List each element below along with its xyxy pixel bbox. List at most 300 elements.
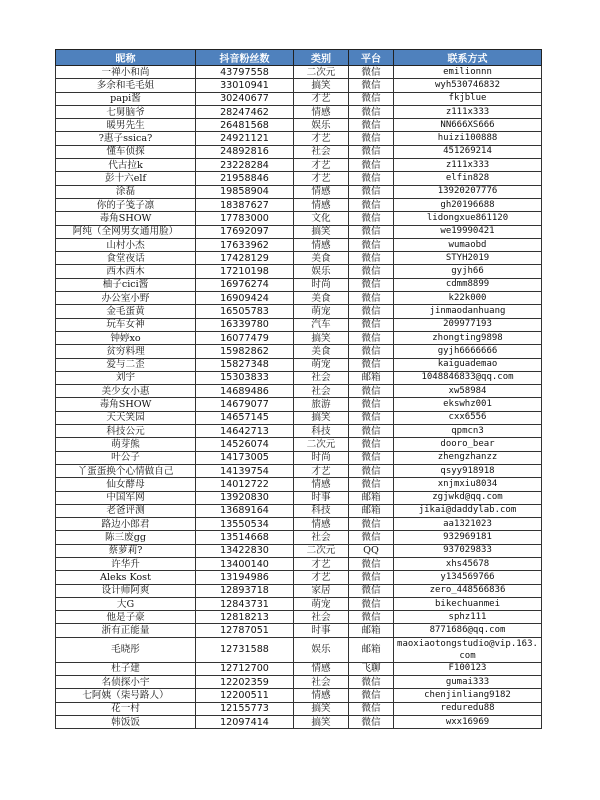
cell-contact[interactable]: xw58984 [394, 385, 542, 398]
table-row [56, 132, 542, 145]
cell-contact[interactable]: 209977193 [394, 318, 542, 331]
cell-category[interactable]: 才艺 [294, 132, 349, 145]
table-row [56, 504, 542, 517]
cell-fans[interactable]: 17428129 [196, 252, 294, 265]
cell-fans[interactable]: 26481568 [196, 119, 294, 132]
cell-contact[interactable]: maoxiaotongstudio@vip.163.com [394, 637, 542, 662]
cell-name[interactable]: 丫蛋蛋换个心情做自己 [56, 464, 196, 477]
cell-name[interactable]: 韩饭饭 [56, 715, 196, 728]
table-row [56, 305, 542, 318]
cell-category[interactable]: 才艺 [294, 172, 349, 185]
cell-fans[interactable]: 12843731 [196, 597, 294, 610]
cell-contact[interactable]: bikechuanmei [394, 597, 542, 610]
cell-fans[interactable]: 13514668 [196, 531, 294, 544]
table-row [56, 662, 542, 675]
cell-category[interactable]: 二次元 [294, 66, 349, 79]
cell-category[interactable]: 时事 [294, 624, 349, 637]
cell-contact[interactable]: zero_448566836 [394, 584, 542, 597]
cell-platform[interactable]: 微信 [349, 198, 394, 211]
cell-contact[interactable]: wyh530746832 [394, 79, 542, 92]
cell-name[interactable]: 毒角SHOW [56, 398, 196, 411]
cell-category[interactable]: 时尚 [294, 451, 349, 464]
table-row [56, 676, 542, 689]
table-row [56, 145, 542, 158]
cell-fans[interactable]: 17692097 [196, 225, 294, 238]
cell-platform[interactable]: 微信 [349, 105, 394, 118]
cell-name[interactable]: 花一村 [56, 702, 196, 715]
cell-name[interactable]: 一禅小和尚 [56, 66, 196, 79]
cell-fans[interactable]: 16339780 [196, 318, 294, 331]
cell-contact[interactable]: k22k000 [394, 292, 542, 305]
table-row [56, 557, 542, 570]
table-row [56, 66, 542, 79]
cell-fans[interactable]: 13689164 [196, 504, 294, 517]
cell-name[interactable]: 玩车女神 [56, 318, 196, 331]
cell-name[interactable]: 西木西木 [56, 265, 196, 278]
cell-category[interactable]: 二次元 [294, 544, 349, 557]
header-contact[interactable]: 联系方式 [394, 50, 542, 66]
cell-name[interactable]: papi酱 [56, 92, 196, 105]
cell-category[interactable]: 才艺 [294, 464, 349, 477]
cell-name[interactable]: 老爸评测 [56, 504, 196, 517]
cell-fans[interactable]: 24921121 [196, 132, 294, 145]
cell-contact[interactable]: y134569766 [394, 571, 542, 584]
table-row [56, 715, 542, 728]
cell-category[interactable]: 搞笑 [294, 715, 349, 728]
table-row [56, 438, 542, 451]
header-category[interactable]: 类别 [294, 50, 349, 66]
cell-category[interactable]: 时事 [294, 491, 349, 504]
cell-category[interactable]: 情感 [294, 185, 349, 198]
cell-platform[interactable]: 微信 [349, 318, 394, 331]
cell-category[interactable]: 娱乐 [294, 637, 349, 662]
cell-fans[interactable]: 12712700 [196, 662, 294, 675]
cell-fans[interactable]: 21958846 [196, 172, 294, 185]
table-row [56, 398, 542, 411]
cell-fans[interactable]: 14139754 [196, 464, 294, 477]
cell-contact[interactable]: gumai333 [394, 676, 542, 689]
cell-name[interactable]: 多余和毛毛姐 [56, 79, 196, 92]
cell-category[interactable]: 才艺 [294, 571, 349, 584]
cell-platform[interactable]: 微信 [349, 345, 394, 358]
cell-fans[interactable]: 30240677 [196, 92, 294, 105]
table-row [56, 478, 542, 491]
cell-contact[interactable]: z111x333 [394, 159, 542, 172]
cell-name[interactable]: 路边小郎君 [56, 518, 196, 531]
table-row [56, 331, 542, 344]
influencer-table [55, 49, 542, 729]
cell-contact[interactable]: emilionnn [394, 66, 542, 79]
cell-fans[interactable]: 13194986 [196, 571, 294, 584]
cell-name[interactable]: 代古拉k [56, 159, 196, 172]
cell-name[interactable]: 刘宇 [56, 371, 196, 384]
cell-platform[interactable]: 微信 [349, 451, 394, 464]
cell-name[interactable]: 暖男先生 [56, 119, 196, 132]
table-row [56, 225, 542, 238]
cell-category[interactable]: 才艺 [294, 159, 349, 172]
table-row [56, 544, 542, 557]
cell-name[interactable]: 阿纯（全网男女通用脸） [56, 225, 196, 238]
cell-contact[interactable]: jikai@daddylab.com [394, 504, 542, 517]
table-row [56, 518, 542, 531]
cell-contact[interactable]: 932969181 [394, 531, 542, 544]
cell-name[interactable]: Aleks Kost [56, 571, 196, 584]
cell-platform[interactable]: 微信 [349, 689, 394, 702]
table-row [56, 198, 542, 211]
cell-fans[interactable]: 14642713 [196, 425, 294, 438]
cell-fans[interactable]: 12787051 [196, 624, 294, 637]
cell-category[interactable]: 美食 [294, 345, 349, 358]
cell-fans[interactable]: 13920830 [196, 491, 294, 504]
cell-fans[interactable]: 12155773 [196, 702, 294, 715]
cell-platform[interactable]: 微信 [349, 238, 394, 251]
table-row [56, 345, 542, 358]
cell-platform[interactable]: 微信 [349, 132, 394, 145]
table-row [56, 451, 542, 464]
cell-contact[interactable]: xnjmxiu8034 [394, 478, 542, 491]
cell-contact[interactable]: gyjh6666666 [394, 345, 542, 358]
cell-contact[interactable]: qpmcn3 [394, 425, 542, 438]
cell-category[interactable]: 搞笑 [294, 225, 349, 238]
cell-contact[interactable]: lidongxue861120 [394, 212, 542, 225]
table-row [56, 411, 542, 424]
cell-contact[interactable]: cxx6556 [394, 411, 542, 424]
cell-category[interactable]: 情感 [294, 238, 349, 251]
table-row [56, 464, 542, 477]
cell-platform[interactable]: 微信 [349, 92, 394, 105]
cell-fans[interactable]: 14657145 [196, 411, 294, 424]
cell-category[interactable]: 社会 [294, 676, 349, 689]
cell-fans[interactable]: 15982862 [196, 345, 294, 358]
cell-category[interactable]: 才艺 [294, 557, 349, 570]
table-row [56, 597, 542, 610]
cell-fans[interactable]: 15827348 [196, 358, 294, 371]
cell-platform[interactable]: 邮箱 [349, 504, 394, 517]
cell-platform[interactable]: 微信 [349, 252, 394, 265]
cell-category[interactable]: 时尚 [294, 278, 349, 291]
cell-category[interactable]: 二次元 [294, 438, 349, 451]
cell-platform[interactable]: 微信 [349, 715, 394, 728]
cell-platform[interactable]: 微信 [349, 225, 394, 238]
cell-category[interactable]: 情感 [294, 105, 349, 118]
cell-platform[interactable]: 微信 [349, 119, 394, 132]
cell-category[interactable]: 社会 [294, 145, 349, 158]
cell-contact[interactable]: ekswhz001 [394, 398, 542, 411]
cell-category[interactable]: 社会 [294, 371, 349, 384]
cell-name[interactable]: 科技公元 [56, 425, 196, 438]
cell-fans[interactable]: 16505783 [196, 305, 294, 318]
table-row [56, 571, 542, 584]
cell-contact[interactable]: STYH2019 [394, 252, 542, 265]
cell-platform[interactable]: 微信 [349, 212, 394, 225]
cell-category[interactable]: 社会 [294, 531, 349, 544]
cell-contact[interactable]: F100123 [394, 662, 542, 675]
cell-fans[interactable]: 24892816 [196, 145, 294, 158]
cell-platform[interactable]: 微信 [349, 385, 394, 398]
table-body [56, 66, 542, 729]
cell-contact[interactable]: dooro_bear [394, 438, 542, 451]
cell-name[interactable]: 山村小杰 [56, 238, 196, 251]
cell-category[interactable]: 文化 [294, 212, 349, 225]
table-row [56, 212, 542, 225]
cell-contact[interactable]: huizi100888 [394, 132, 542, 145]
cell-name[interactable]: 蔡萝莉? [56, 544, 196, 557]
cell-name[interactable]: 七舅脑爷 [56, 105, 196, 118]
cell-name[interactable]: 设计师阿爽 [56, 584, 196, 597]
cell-fans[interactable]: 13422830 [196, 544, 294, 557]
cell-platform[interactable]: 邮箱 [349, 637, 394, 662]
cell-category[interactable]: 旅游 [294, 398, 349, 411]
cell-fans[interactable]: 17210198 [196, 265, 294, 278]
cell-platform[interactable]: 微信 [349, 676, 394, 689]
cell-name[interactable]: 他是子豪 [56, 611, 196, 624]
cell-name[interactable]: 仙女酵母 [56, 478, 196, 491]
cell-contact[interactable]: aa1321023 [394, 518, 542, 531]
cell-platform[interactable]: QQ [349, 544, 394, 557]
cell-category[interactable]: 搞笑 [294, 411, 349, 424]
table-row [56, 185, 542, 198]
cell-contact[interactable]: fkjblue [394, 92, 542, 105]
cell-contact[interactable]: 937029833 [394, 544, 542, 557]
cell-category[interactable]: 社会 [294, 611, 349, 624]
cell-fans[interactable]: 17633962 [196, 238, 294, 251]
cell-platform[interactable]: 微信 [349, 331, 394, 344]
cell-platform[interactable]: 微信 [349, 278, 394, 291]
cell-contact[interactable]: z111x333 [394, 105, 542, 118]
cell-name[interactable]: 毛晓彤 [56, 637, 196, 662]
cell-category[interactable]: 家居 [294, 584, 349, 597]
cell-category[interactable]: 情感 [294, 689, 349, 702]
cell-fans[interactable]: 18387627 [196, 198, 294, 211]
header-fans[interactable]: 抖音粉丝数 [196, 50, 294, 66]
cell-fans[interactable]: 12731588 [196, 637, 294, 662]
table-row [56, 92, 542, 105]
cell-contact[interactable]: reduredu88 [394, 702, 542, 715]
cell-fans[interactable]: 12097414 [196, 715, 294, 728]
cell-fans[interactable]: 28247462 [196, 105, 294, 118]
cell-name[interactable]: 陈三废gg [56, 531, 196, 544]
table-row [56, 318, 542, 331]
cell-platform[interactable]: 微信 [349, 571, 394, 584]
cell-name[interactable]: 钟婷xo [56, 331, 196, 344]
cell-platform[interactable]: 微信 [349, 305, 394, 318]
header-name[interactable]: 昵称 [56, 50, 196, 66]
cell-category[interactable]: 汽车 [294, 318, 349, 331]
cell-fans[interactable]: 13400140 [196, 557, 294, 570]
cell-fans[interactable]: 16976274 [196, 278, 294, 291]
cell-contact[interactable]: qsyy918918 [394, 464, 542, 477]
cell-fans[interactable]: 17783000 [196, 212, 294, 225]
table-row [56, 611, 542, 624]
cell-contact[interactable]: gh20196688 [394, 198, 542, 211]
header-row [56, 50, 542, 66]
cell-platform[interactable]: 微信 [349, 265, 394, 278]
cell-contact[interactable]: wxx16969 [394, 715, 542, 728]
cell-platform[interactable]: 微信 [349, 411, 394, 424]
cell-platform[interactable]: 微信 [349, 531, 394, 544]
cell-category[interactable]: 娱乐 [294, 119, 349, 132]
cell-fans[interactable]: 14012722 [196, 478, 294, 491]
cell-contact[interactable]: we19990421 [394, 225, 542, 238]
table-row [56, 531, 542, 544]
table-row [56, 79, 542, 92]
cell-contact[interactable]: zgjwkd@qq.com [394, 491, 542, 504]
cell-category[interactable]: 搞笑 [294, 79, 349, 92]
table-row [56, 292, 542, 305]
cell-name[interactable]: 美少女小惠 [56, 385, 196, 398]
cell-name[interactable]: 爱与二歪 [56, 358, 196, 371]
cell-contact[interactable]: jinmaodanhuang [394, 305, 542, 318]
cell-name[interactable]: 中国军网 [56, 491, 196, 504]
cell-name[interactable]: 七阿姨（柒号路人） [56, 689, 196, 702]
cell-fans[interactable]: 33010941 [196, 79, 294, 92]
cell-platform[interactable]: 微信 [349, 172, 394, 185]
cell-platform[interactable]: 微信 [349, 145, 394, 158]
cell-platform[interactable]: 邮箱 [349, 624, 394, 637]
cell-platform[interactable]: 微信 [349, 185, 394, 198]
cell-platform[interactable]: 微信 [349, 66, 394, 79]
cell-platform[interactable]: 微信 [349, 438, 394, 451]
cell-contact[interactable]: NN666XS666 [394, 119, 542, 132]
cell-fans[interactable]: 13550534 [196, 518, 294, 531]
cell-platform[interactable]: 微信 [349, 557, 394, 570]
cell-contact[interactable]: gyjh66 [394, 265, 542, 278]
cell-platform[interactable]: 微信 [349, 478, 394, 491]
cell-category[interactable]: 情感 [294, 478, 349, 491]
cell-name[interactable]: 杜子建 [56, 662, 196, 675]
cell-name[interactable]: 萌芽熊 [56, 438, 196, 451]
cell-platform[interactable]: 微信 [349, 611, 394, 624]
table-row [56, 278, 542, 291]
cell-platform[interactable]: 微信 [349, 425, 394, 438]
cell-platform[interactable]: 邮箱 [349, 491, 394, 504]
table-row [56, 624, 542, 637]
cell-category[interactable]: 萌宠 [294, 305, 349, 318]
cell-platform[interactable]: 微信 [349, 79, 394, 92]
cell-fans[interactable]: 16909424 [196, 292, 294, 305]
cell-name[interactable]: 贫穷料理 [56, 345, 196, 358]
table-row [56, 584, 542, 597]
cell-name[interactable]: ?惠子ssica? [56, 132, 196, 145]
cell-fans[interactable]: 12818213 [196, 611, 294, 624]
cell-fans[interactable]: 14173005 [196, 451, 294, 464]
cell-name[interactable]: 名侦探小宇 [56, 676, 196, 689]
cell-name[interactable]: 许华升 [56, 557, 196, 570]
cell-fans[interactable]: 12893718 [196, 584, 294, 597]
cell-name[interactable]: 浙有正能量 [56, 624, 196, 637]
cell-name[interactable]: 金毛蛋黄 [56, 305, 196, 318]
table-row [56, 119, 542, 132]
cell-category[interactable]: 美食 [294, 292, 349, 305]
table-row [56, 159, 542, 172]
cell-platform[interactable]: 微信 [349, 292, 394, 305]
cell-fans[interactable]: 15303833 [196, 371, 294, 384]
cell-fans[interactable]: 14689486 [196, 385, 294, 398]
cell-platform[interactable]: 微信 [349, 464, 394, 477]
cell-contact[interactable]: wumaobd [394, 238, 542, 251]
cell-category[interactable]: 萌宠 [294, 597, 349, 610]
table-row [56, 371, 542, 384]
cell-name[interactable]: 天天笑园 [56, 411, 196, 424]
table-row [56, 385, 542, 398]
cell-contact[interactable]: sphz111 [394, 611, 542, 624]
cell-fans[interactable]: 12202359 [196, 676, 294, 689]
table-row [56, 637, 542, 662]
cell-category[interactable]: 搞笑 [294, 331, 349, 344]
cell-contact[interactable]: chenjinliang9182 [394, 689, 542, 702]
table-row [56, 105, 542, 118]
cell-name[interactable]: 叶公子 [56, 451, 196, 464]
cell-category[interactable]: 萌宠 [294, 358, 349, 371]
cell-category[interactable]: 科技 [294, 504, 349, 517]
cell-contact[interactable]: 13920207776 [394, 185, 542, 198]
cell-fans[interactable]: 19858904 [196, 185, 294, 198]
table-row [56, 238, 542, 251]
table-row [56, 702, 542, 715]
cell-category[interactable]: 情感 [294, 518, 349, 531]
cell-fans[interactable]: 16077479 [196, 331, 294, 344]
header-platform[interactable]: 平台 [349, 50, 394, 66]
cell-platform[interactable]: 微信 [349, 159, 394, 172]
cell-contact[interactable]: zhengzhanzz [394, 451, 542, 464]
cell-category[interactable]: 美食 [294, 252, 349, 265]
cell-fans[interactable]: 23228284 [196, 159, 294, 172]
table-row [56, 265, 542, 278]
cell-platform[interactable]: 邮箱 [349, 371, 394, 384]
cell-contact[interactable]: elfin828 [394, 172, 542, 185]
cell-name[interactable]: 柚子cici酱 [56, 278, 196, 291]
cell-name[interactable]: 毒角SHOW [56, 212, 196, 225]
table-row [56, 689, 542, 702]
cell-name[interactable]: 大G [56, 597, 196, 610]
table-row [56, 491, 542, 504]
cell-category[interactable]: 社会 [294, 385, 349, 398]
cell-contact[interactable]: zhongting9898 [394, 331, 542, 344]
cell-contact[interactable]: 8771686@qq.com [394, 624, 542, 637]
cell-category[interactable]: 娱乐 [294, 265, 349, 278]
cell-category[interactable]: 情感 [294, 662, 349, 675]
cell-platform[interactable]: 微信 [349, 518, 394, 531]
table-row [56, 425, 542, 438]
cell-name[interactable]: 涂磊 [56, 185, 196, 198]
cell-contact[interactable]: cdmm8899 [394, 278, 542, 291]
cell-fans[interactable]: 14526074 [196, 438, 294, 451]
cell-platform[interactable]: 微信 [349, 398, 394, 411]
cell-platform[interactable]: 微信 [349, 584, 394, 597]
cell-category[interactable]: 搞笑 [294, 702, 349, 715]
cell-name[interactable]: 懂车侦探 [56, 145, 196, 158]
cell-name[interactable]: 你的子笺子凛 [56, 198, 196, 211]
cell-platform[interactable]: 微信 [349, 358, 394, 371]
cell-contact[interactable]: 1048846833@qq.com [394, 371, 542, 384]
cell-contact[interactable]: xhs45678 [394, 557, 542, 570]
cell-category[interactable]: 科技 [294, 425, 349, 438]
cell-category[interactable]: 才艺 [294, 92, 349, 105]
cell-fans[interactable]: 43797558 [196, 66, 294, 79]
cell-name[interactable]: 办公室小野 [56, 292, 196, 305]
cell-category[interactable]: 情感 [294, 198, 349, 211]
cell-contact[interactable]: kaiguademao [394, 358, 542, 371]
cell-fans[interactable]: 12200511 [196, 689, 294, 702]
cell-fans[interactable]: 14679077 [196, 398, 294, 411]
table-row [56, 252, 542, 265]
cell-contact[interactable]: 451269214 [394, 145, 542, 158]
cell-platform[interactable]: 飞聊 [349, 662, 394, 675]
cell-platform[interactable]: 微信 [349, 597, 394, 610]
cell-name[interactable]: 彭十六elf [56, 172, 196, 185]
cell-platform[interactable]: 微信 [349, 702, 394, 715]
cell-name[interactable]: 食堂夜话 [56, 252, 196, 265]
